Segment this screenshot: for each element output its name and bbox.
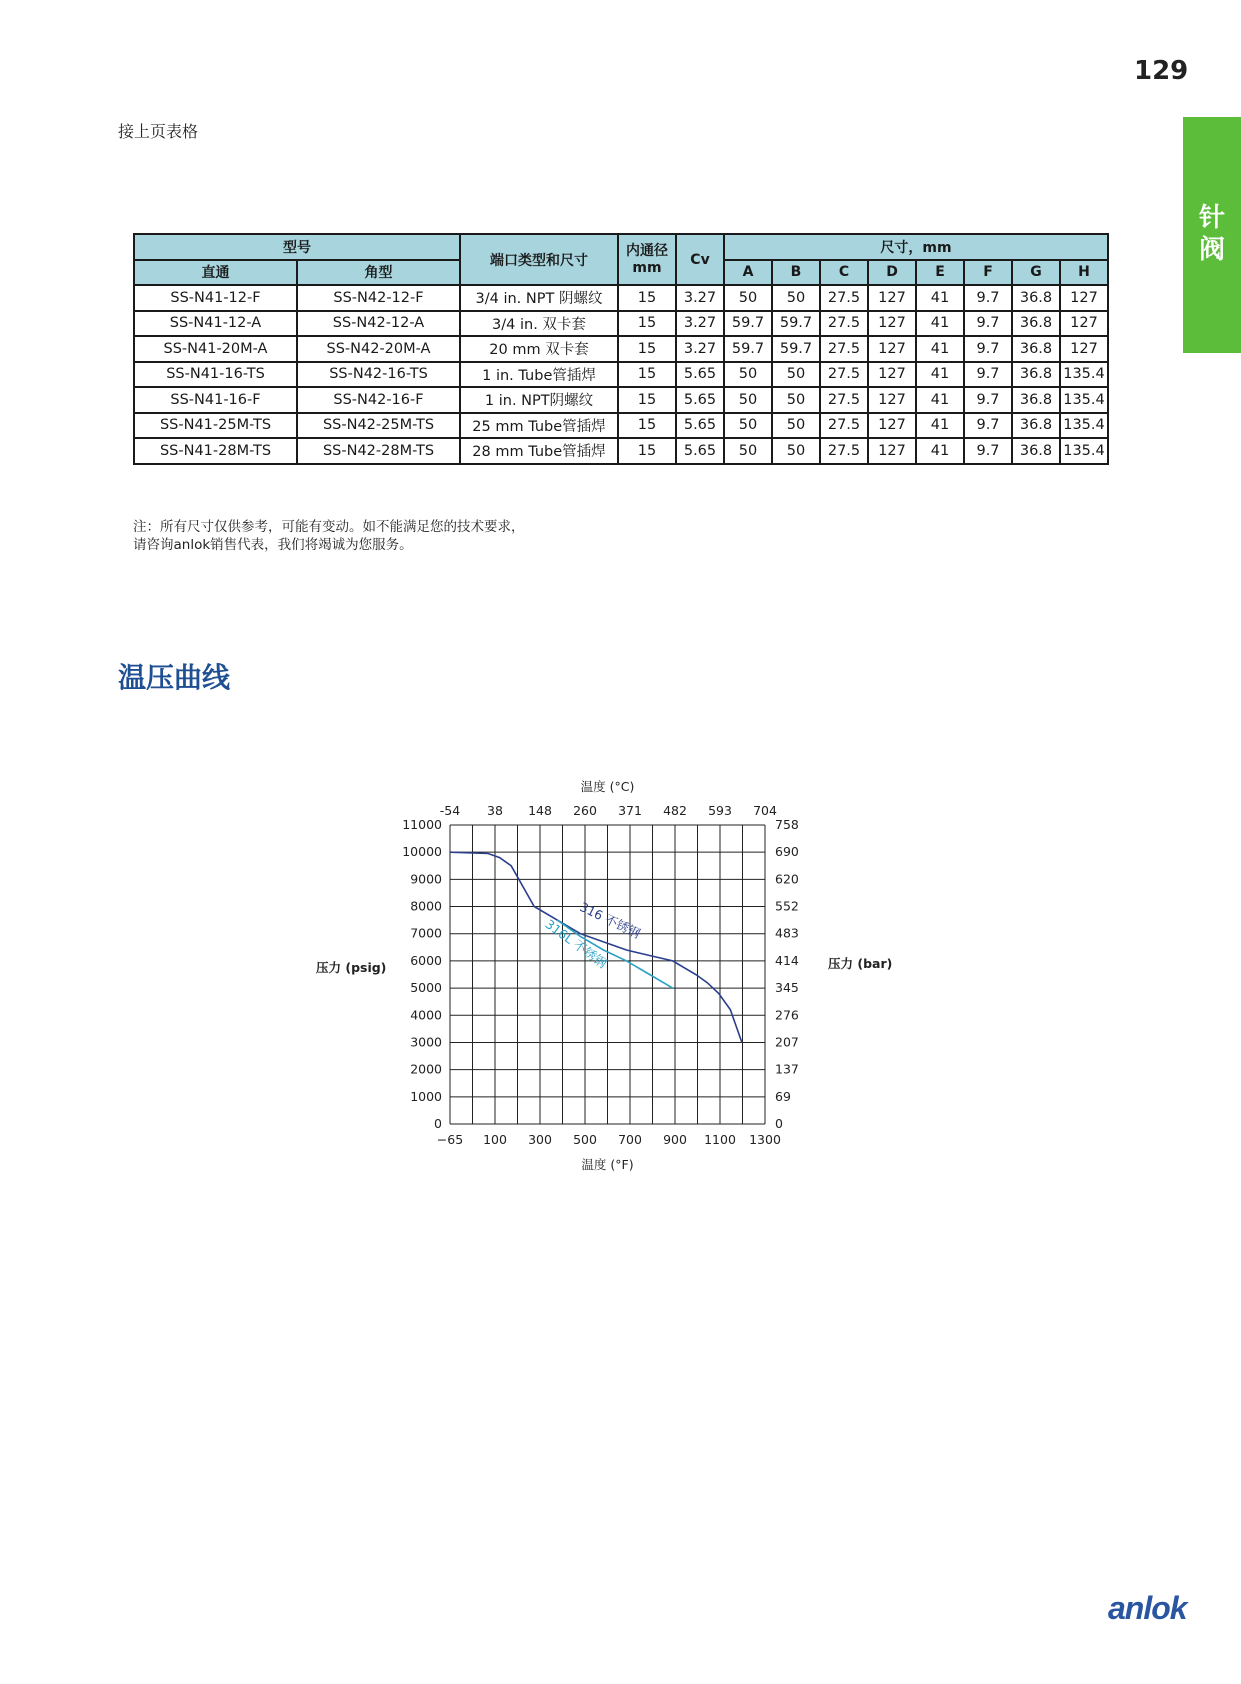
page-number: 129 xyxy=(1134,56,1189,86)
table-cell: 59.7 xyxy=(772,336,820,362)
x-tick-label-c: 371 xyxy=(618,803,642,818)
table-cell: 50 xyxy=(724,387,772,413)
y-tick-label-psig: 11000 xyxy=(402,817,442,832)
table-cell: SS-N42-16-F xyxy=(297,387,460,413)
left-axis-label: 压力 (psig) xyxy=(316,960,387,975)
y-tick-label-psig: 3000 xyxy=(410,1034,442,1050)
y-tick-label-bar: 69 xyxy=(775,1088,791,1104)
table-cell: 127 xyxy=(868,311,916,337)
table-cell: 50 xyxy=(772,438,820,464)
table-cell: 15 xyxy=(618,413,676,439)
y-tick-label-psig: 7000 xyxy=(410,925,442,941)
table-cell: 50 xyxy=(772,387,820,413)
table-cell: 36.8 xyxy=(1012,285,1060,311)
pressure-temperature-chart xyxy=(300,770,920,1180)
table-cell: 127 xyxy=(1060,336,1108,362)
table-cell: 15 xyxy=(618,336,676,362)
y-tick-label-bar: 620 xyxy=(775,871,799,887)
header-dim-b: B xyxy=(772,260,820,286)
table-cell: 3.27 xyxy=(676,285,724,311)
table-cell: 36.8 xyxy=(1012,311,1060,337)
table-row xyxy=(134,387,1108,413)
table-cell: 9.7 xyxy=(964,438,1012,464)
table-cell: 36.8 xyxy=(1012,438,1060,464)
x-tick-label-f: 500 xyxy=(573,1132,597,1147)
table-cell: SS-N41-12-A xyxy=(134,311,297,337)
table-cell: 15 xyxy=(618,362,676,388)
header-bore-line1: 内通径 xyxy=(626,242,668,259)
table-cell: 36.8 xyxy=(1012,336,1060,362)
table-cell: 9.7 xyxy=(964,311,1012,337)
table-cell: 27.5 xyxy=(820,311,868,337)
table-cell: 41 xyxy=(916,336,964,362)
table-cell: SS-N41-16-TS xyxy=(134,362,297,388)
top-axis-label: 温度 (°C) xyxy=(580,779,635,794)
x-tick-label-f: 1300 xyxy=(749,1132,781,1147)
table-cell: 3/4 in. NPT 阴螺纹 xyxy=(460,285,618,311)
table-cell: 9.7 xyxy=(964,285,1012,311)
header-bore-line2: mm xyxy=(632,259,662,276)
anlok-logo: anlok xyxy=(1108,1590,1187,1626)
table-cell: 3/4 in. 双卡套 xyxy=(460,311,618,337)
table-cell: 41 xyxy=(916,387,964,413)
header-model: 型号 xyxy=(134,234,460,260)
table-cell: 3.27 xyxy=(676,336,724,362)
table-row xyxy=(134,311,1108,337)
table-cell: 127 xyxy=(1060,285,1108,311)
table-cell: 127 xyxy=(868,362,916,388)
table-cell: 135.4 xyxy=(1060,413,1108,439)
table-cell: SS-N42-28M-TS xyxy=(297,438,460,464)
x-tick-label-f: 300 xyxy=(528,1132,552,1147)
table-cell: 135.4 xyxy=(1060,438,1108,464)
table-cell: 15 xyxy=(618,285,676,311)
table-cell: 59.7 xyxy=(724,311,772,337)
table-cell: 127 xyxy=(1060,311,1108,337)
spec-table-body xyxy=(134,285,1108,464)
table-cell: 9.7 xyxy=(964,387,1012,413)
header-dim-c: C xyxy=(820,260,868,286)
table-cell: 15 xyxy=(618,387,676,413)
x-tick-label-f: 100 xyxy=(483,1132,507,1147)
y-tick-label-psig: 5000 xyxy=(410,980,442,996)
x-tick-label-c: 148 xyxy=(528,803,552,818)
table-cell: 5.65 xyxy=(676,438,724,464)
table-cell: 36.8 xyxy=(1012,362,1060,388)
right-axis-label: 压力 (bar) xyxy=(828,956,893,971)
header-angle: 角型 xyxy=(297,260,460,286)
table-cell: SS-N42-20M-A xyxy=(297,336,460,362)
x-tick-label-f: −65 xyxy=(436,1132,464,1147)
table-cell: 36.8 xyxy=(1012,413,1060,439)
table-cell: 127 xyxy=(868,336,916,362)
table-cell: 15 xyxy=(618,311,676,337)
table-cell: 9.7 xyxy=(964,413,1012,439)
table-cell: SS-N41-25M-TS xyxy=(134,413,297,439)
table-cell: SS-N42-12-A xyxy=(297,311,460,337)
table-cell: 50 xyxy=(724,413,772,439)
series-label-316l: 316L 不锈钢 xyxy=(542,916,610,971)
header-dim-e: E xyxy=(916,260,964,286)
table-cell: 127 xyxy=(868,413,916,439)
table-cell: 25 mm Tube管插焊 xyxy=(460,413,618,439)
y-tick-label-psig: 10000 xyxy=(402,844,442,860)
table-cell: 1 in. Tube管插焊 xyxy=(460,362,618,388)
header-dim-g: G xyxy=(1012,260,1060,286)
x-tick-label-f: 700 xyxy=(618,1132,642,1147)
y-tick-label-bar: 552 xyxy=(775,898,799,914)
y-tick-label-bar: 276 xyxy=(775,1007,799,1023)
table-cell: 50 xyxy=(724,438,772,464)
table-cell: 36.8 xyxy=(1012,387,1060,413)
table-cell: SS-N41-16-F xyxy=(134,387,297,413)
x-tick-label-f: 1100 xyxy=(704,1132,736,1147)
table-cell: 127 xyxy=(868,285,916,311)
table-cell: 9.7 xyxy=(964,362,1012,388)
table-cell: SS-N41-28M-TS xyxy=(134,438,297,464)
table-cell: 127 xyxy=(868,387,916,413)
y-tick-label-bar: 207 xyxy=(775,1034,799,1050)
table-cell: 27.5 xyxy=(820,362,868,388)
table-cell: 5.65 xyxy=(676,362,724,388)
table-cell: 3.27 xyxy=(676,311,724,337)
y-tick-label-psig: 1000 xyxy=(410,1088,442,1104)
table-cell: 15 xyxy=(618,438,676,464)
y-tick-label-psig: 6000 xyxy=(410,952,442,968)
table-cell: 41 xyxy=(916,438,964,464)
table-cell: 41 xyxy=(916,285,964,311)
table-cell: 5.65 xyxy=(676,387,724,413)
x-tick-label-c: 593 xyxy=(708,803,732,818)
table-cell: 59.7 xyxy=(772,311,820,337)
header-bore xyxy=(618,234,676,285)
x-tick-label-c: 260 xyxy=(573,803,597,818)
table-cell: 41 xyxy=(916,311,964,337)
header-port: 端口类型和尺寸 xyxy=(460,234,618,285)
x-tick-label-c: 38 xyxy=(487,803,503,818)
table-row xyxy=(134,413,1108,439)
y-tick-label-psig: 8000 xyxy=(410,898,442,914)
table-cell: 27.5 xyxy=(820,438,868,464)
x-tick-label-c: 704 xyxy=(753,803,777,818)
table-cell: SS-N41-12-F xyxy=(134,285,297,311)
y-tick-label-psig: 2000 xyxy=(410,1061,442,1077)
table-cell: SS-N42-12-F xyxy=(297,285,460,311)
section-title: 温压曲线 xyxy=(118,661,231,694)
bottom-axis-label: 温度 (°F) xyxy=(581,1157,634,1172)
y-tick-label-bar: 758 xyxy=(775,817,799,832)
chart-svg xyxy=(300,770,920,1180)
header-straight: 直通 xyxy=(134,260,297,286)
table-cell: 9.7 xyxy=(964,336,1012,362)
table-cell: 27.5 xyxy=(820,285,868,311)
x-tick-label-c: 482 xyxy=(663,803,687,818)
header-dim-h: H xyxy=(1060,260,1108,286)
header-dim-d: D xyxy=(868,260,916,286)
note-line-1: 注：所有尺寸仅供参考，可能有变动。如不能满足您的技术要求， xyxy=(133,519,525,535)
y-tick-label-psig: 9000 xyxy=(410,871,442,887)
table-cell: 50 xyxy=(772,413,820,439)
table-cell: 27.5 xyxy=(820,413,868,439)
series-label-316: 316 不锈钢 xyxy=(577,899,643,942)
x-tick-label-c: -54 xyxy=(439,803,461,818)
continued-label: 接上页表格 xyxy=(118,122,199,141)
table-header-row-1 xyxy=(134,234,1108,260)
y-tick-label-bar: 0 xyxy=(775,1116,783,1131)
x-tick-label-f: 900 xyxy=(663,1132,687,1147)
table-cell: 5.65 xyxy=(676,413,724,439)
table-cell: 1 in. NPT阴螺纹 xyxy=(460,387,618,413)
table-cell: 27.5 xyxy=(820,387,868,413)
table-cell: 27.5 xyxy=(820,336,868,362)
table-cell: 135.4 xyxy=(1060,362,1108,388)
header-dim-f: F xyxy=(964,260,1012,286)
series-line-0 xyxy=(450,852,742,1042)
y-tick-label-bar: 414 xyxy=(775,952,799,968)
y-tick-label-bar: 690 xyxy=(775,844,799,860)
table-row xyxy=(134,285,1108,311)
header-cv: Cv xyxy=(676,234,724,285)
table-cell: 135.4 xyxy=(1060,387,1108,413)
note-line-2: 请咨询anlok销售代表，我们将竭诚为您服务。 xyxy=(133,537,413,553)
table-cell: 41 xyxy=(916,413,964,439)
header-dim-a: A xyxy=(724,260,772,286)
table-cell: 41 xyxy=(916,362,964,388)
table-cell: 50 xyxy=(772,285,820,311)
table-cell: 50 xyxy=(724,285,772,311)
y-tick-label-bar: 483 xyxy=(775,925,799,941)
y-tick-label-bar: 137 xyxy=(775,1061,799,1077)
table-cell: 50 xyxy=(724,362,772,388)
y-tick-label-psig: 4000 xyxy=(410,1007,442,1023)
table-cell: 28 mm Tube管插焊 xyxy=(460,438,618,464)
section-side-tab xyxy=(1183,117,1241,353)
table-row xyxy=(134,336,1108,362)
table-cell: 59.7 xyxy=(724,336,772,362)
side-tab-char-1: 针 xyxy=(1198,203,1225,233)
table-cell: 50 xyxy=(772,362,820,388)
header-dimensions: 尺寸，mm xyxy=(724,234,1108,260)
table-cell: SS-N42-25M-TS xyxy=(297,413,460,439)
table-row xyxy=(134,438,1108,464)
table-cell: 20 mm 双卡套 xyxy=(460,336,618,362)
spec-table xyxy=(133,233,1109,465)
table-row xyxy=(134,362,1108,388)
y-tick-label-bar: 345 xyxy=(775,980,799,996)
table-cell: 127 xyxy=(868,438,916,464)
table-cell: SS-N42-16-TS xyxy=(297,362,460,388)
y-tick-label-psig: 0 xyxy=(434,1116,442,1131)
note xyxy=(133,518,525,554)
side-tab-char-2: 阀 xyxy=(1198,235,1225,265)
table-cell: SS-N41-20M-A xyxy=(134,336,297,362)
